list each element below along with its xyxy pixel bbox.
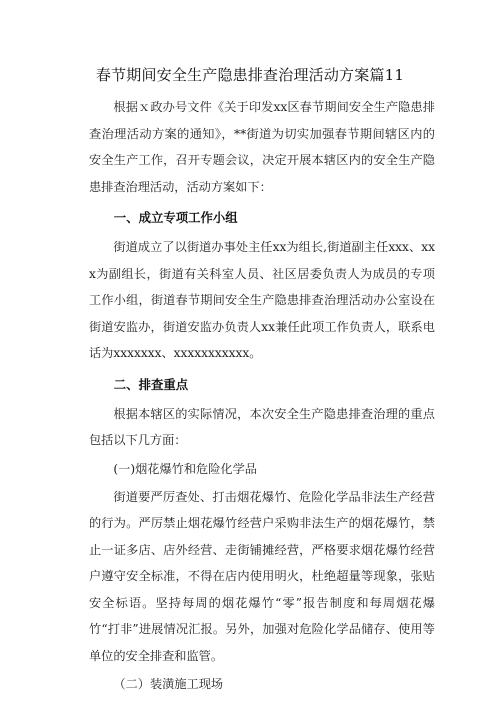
section-heading-working-group: 一、成立专项工作小组 bbox=[113, 210, 238, 225]
intro-paragraph: 根据ｘ政办号文件《关于印发xx区春节期间安全生产隐患排查治理活动方案的通知》，**街道为切实加强春节期间辖区内的安全生产工作，召开专题会议，决定开展本辖区内的安全生产隐患排查治理活动，活动方案如下： bbox=[89, 100, 435, 194]
subheading-decoration-sites: （二）装潢施工现场 bbox=[113, 677, 224, 691]
fireworks-chemicals-paragraph: 街道要严厉查处、打击烟花爆竹、危险化学品非法生产经营的行为。严厉禁止烟花爆竹经营户采购非法生产的烟花爆竹，禁止一证多店、店外经营、走街铺摊经营，严格要求烟花爆竹经营户遵守安全标准，不得在店内使用明火，杜绝超量等现象，张贴安全标语。坚持每周的烟花爆竹“零”报告制度和每周烟花爆竹“打非”进展情况汇报。另外，加强对危险化学品储存、使用等单位的安全排查和监管。 bbox=[89, 489, 435, 663]
document-title: 春节期间安全生产隐患排查治理活动方案篇11 bbox=[95, 66, 405, 84]
document-body bbox=[89, 94, 435, 699]
working-group-paragraph: 街道成立了以街道办事处主任xx为组长,街道副主任xxx、xxx为副组长，街道有关科室人员、社区居委负责人为成员的专项工作小组，街道春节期间安全生产隐患排查治理活动办公室设在街道安监办，街道安监办负责人xx兼任此项工作负责人，联系电话为xxxxxxx、xxxxxxxxxxx。 bbox=[89, 240, 435, 360]
subheading-fireworks-chemicals: (一)烟花爆竹和危险化学品 bbox=[113, 461, 257, 476]
section-heading-inspection-focus: 二、排查重点 bbox=[113, 376, 189, 392]
inspection-focus-paragraph: 根据本辖区的实际情况，本次安全生产隐患排查治理的重点包括以下几方面： bbox=[89, 406, 435, 447]
